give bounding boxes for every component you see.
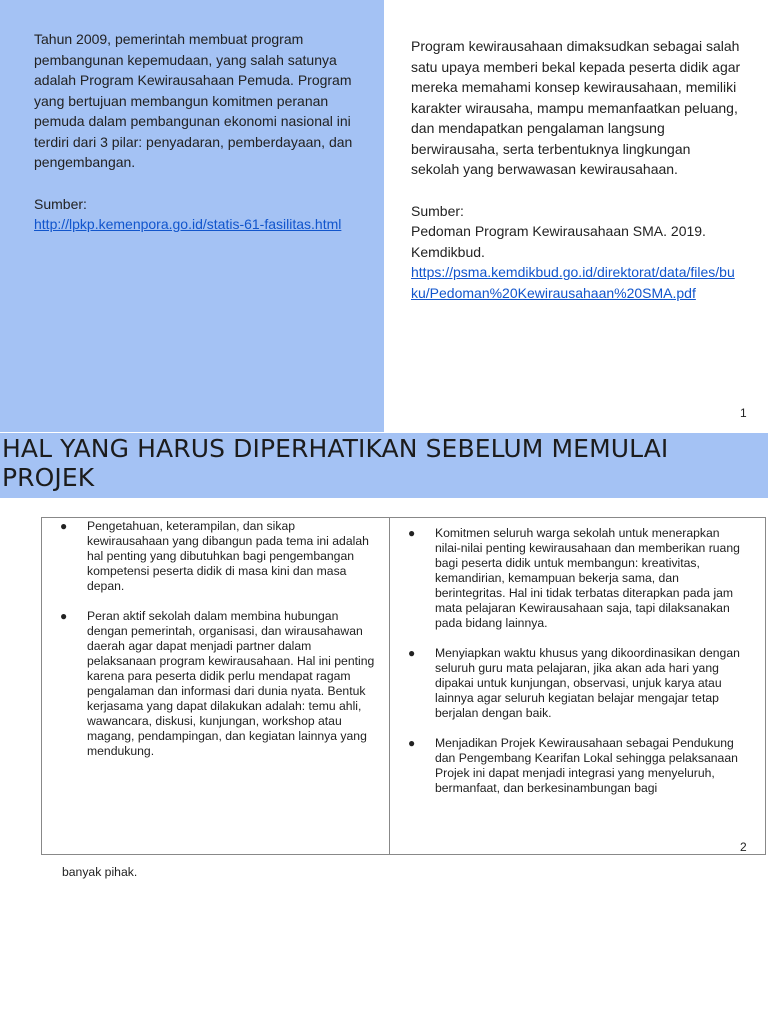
bullet-item — [390, 736, 747, 796]
top-left-source-link[interactable]: http://lpkp.kemenpora.go.id/statis-61-fasilitas.html — [34, 216, 342, 232]
bullet-item — [42, 519, 379, 594]
bullet-text: Komitmen seluruh warga sekolah untuk menerapkan nilai-nilai penting kewirausahaan dan memberikan ruang bagi peserta didik untuk membangun: kreativitas, kemandirian, kemampuan bekerja sama, dan berintegritas. Hal ini tidak terbatas diterapkan pada jam mata pelajaran Kewirausahaan saja, tapi dilaksanakan pada bidang lainnya. — [435, 526, 740, 630]
left-bullet-list — [42, 519, 389, 759]
bullet-dot-icon: ● — [408, 526, 416, 540]
bullet-text: Peran aktif sekolah dalam membina hubungan dengan pemerintah, organisasi, dan wirausahawan daerah agar dapat menjadi partner dalam pelaksanaan program kewirausahaan. Hal ini penting karena para peserta didik perlu mendapat ragam pengalaman dan informasi dari dunia nyata. Bentuk kerjasama yang dapat dilakukan adalah: temu ahli, wawancara, diskusi, kunjungan, workshop atau magang, pendampingan, dan kegiatan lainnya yang mendukung. — [87, 609, 375, 758]
top-left-source-label: Sumber: — [34, 195, 87, 212]
bullet-text: Pengetahuan, keterampilan, dan sikap kewirausahaan yang dibangun pada tema ini adalah hal penting yang dibutuhkan bagi pengembangan kompetensi peserta didik di masa kini dan masa depan. — [87, 519, 369, 593]
bullet-item — [42, 609, 379, 759]
bullet-text: Menjadikan Projek Kewirausahaan sebagai Pendukung dan Pengembang Kearifan Lokal sehingga pelaksanaan Projek ini dapat menjadi integrasi yang menyeluruh, bermanfaat, dan berkesinambungan bagi — [435, 736, 738, 795]
considerations-table — [41, 517, 766, 855]
bullet-dot-icon: ● — [60, 519, 68, 533]
bullet-item — [390, 526, 747, 631]
bullet-dot-icon: ● — [408, 736, 416, 750]
trailing-text: banyak pihak. — [62, 865, 138, 879]
top-right-paragraph: Program kewirausahaan dimaksudkan sebagai salah satu upaya memberi bekal kepada peserta didik agar mereka memahami konsep kewirausahaan, memiliki karakter wirausaha, mampu memanfaatkan peluang, dan mendapatkan pengalaman langsung berwirausaha, serta terbentuknya lingkungan sekolah yang berwawasan kewirausahaan. — [411, 38, 741, 177]
table-left-column — [42, 518, 390, 854]
page-number-2: 2 — [740, 840, 747, 854]
top-right-source-text: Pedoman Program Kewirausahaan SMA. 2019. Kemdikbud. — [411, 223, 706, 260]
top-left-text-block — [34, 29, 354, 235]
top-right-text-block — [411, 36, 741, 303]
bullet-dot-icon: ● — [408, 646, 416, 660]
bullet-item — [390, 646, 747, 721]
top-right-source-link[interactable]: https://psma.kemdikbud.go.id/direktorat/data/files/buku/Pedoman%20Kewirausahaan%20SMA.pdf — [411, 264, 735, 301]
top-left-paragraph: Tahun 2009, pemerintah membuat program pembangunan kepemudaan, yang salah satunya adalah Program Kewirausahaan Pemuda. Program yang bertujuan membangun komitmen peranan pemuda dalam pembangunan ekonomi nasional ini terdiri dari 3 pilar: penyadaran, pemberdayaan, dan pengembangan. — [34, 31, 353, 170]
right-bullet-list — [390, 526, 765, 796]
page-number-1: 1 — [740, 406, 747, 420]
top-right-source-label: Sumber: — [411, 202, 464, 219]
section-heading: HAL YANG HARUS DIPERHATIKAN SEBELUM MEMULAI PROJEK — [2, 434, 669, 492]
bullet-dot-icon: ● — [60, 609, 68, 623]
table-right-column — [390, 518, 765, 854]
bullet-text: Menyiapkan waktu khusus yang dikoordinasikan dengan seluruh guru mata pelajaran, jika akan ada hari yang dipakai untuk kunjungan, observasi, unjuk karya atau lainnya agar seluruh kegiatan belajar mengajar tetap berjalan dengan baik. — [435, 646, 740, 720]
